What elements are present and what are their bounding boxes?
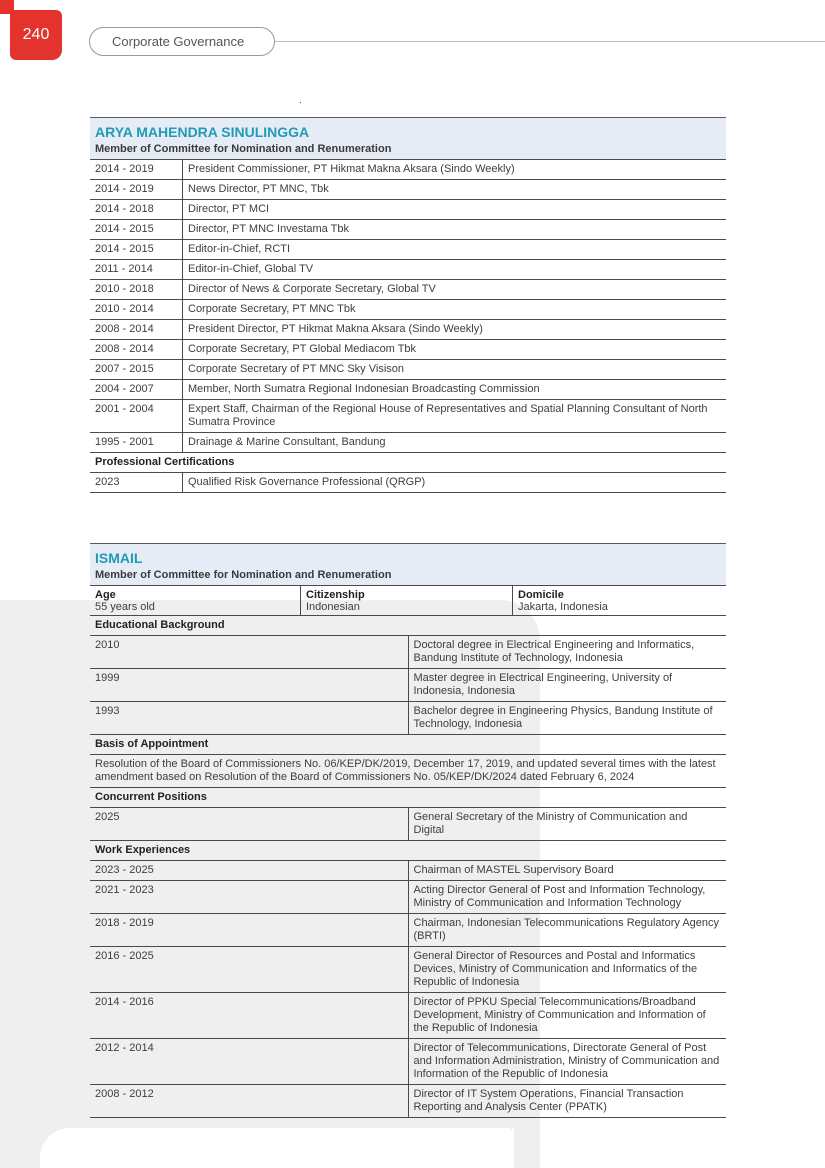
page-number-badge: 240 [10, 10, 62, 60]
table-row [90, 320, 726, 340]
row-description: Director of PPKU Special Telecommunications/Broadband Development, Ministry of Communication and Information of the Republic of Indonesia [408, 993, 726, 1039]
domicile-value: Jakarta, Indonesia [518, 601, 608, 613]
row-description: Corporate Secretary, PT MNC Tbk [183, 300, 727, 320]
row-years: 2014 - 2015 [90, 220, 183, 240]
row-description: Qualified Risk Governance Professional (QRGP) [183, 473, 727, 493]
row-description: Drainage & Marine Consultant, Bandung [183, 433, 727, 453]
row-description: Editor-in-Chief, Global TV [183, 260, 727, 280]
row-description: Chairman of MASTEL Supervisory Board [408, 861, 726, 881]
background-cutout [40, 1128, 510, 1168]
row-description: Editor-in-Chief, RCTI [183, 240, 727, 260]
table-row [90, 914, 726, 947]
citizenship-value: Indonesian [306, 601, 360, 613]
work-heading: Work Experiences [90, 841, 726, 861]
row-years: 2023 - 2025 [90, 861, 408, 881]
row-description: Acting Director General of Post and Information Technology, Ministry of Communication and Information Technology [408, 881, 726, 914]
concurrent-heading: Concurrent Positions [90, 788, 726, 808]
row-description: Bachelor degree in Engineering Physics, Bandung Institute of Technology, Indonesia [408, 702, 726, 735]
row-years: 2016 - 2025 [90, 947, 408, 993]
profile-header [90, 543, 726, 586]
row-description: Member, North Sumatra Regional Indonesian Broadcasting Commission [183, 380, 727, 400]
table-row [90, 200, 726, 220]
profile-role: Member of Committee for Nomination and Renumeration [95, 569, 392, 581]
citizenship-cell [301, 586, 513, 616]
table-row [90, 220, 726, 240]
age-cell [90, 586, 301, 616]
section-title: Corporate Governance [89, 27, 275, 56]
table-row [90, 433, 726, 453]
table-row [90, 636, 726, 669]
personal-info-table [90, 586, 726, 616]
education-heading: Educational Background [90, 616, 726, 636]
row-description: Director of IT System Operations, Financial Transaction Reporting and Analysis Center (PPATK) [408, 1085, 726, 1118]
row-years: 2014 - 2019 [90, 180, 183, 200]
table-row [90, 881, 726, 914]
row-years: 1999 [90, 669, 408, 702]
row-years: 2023 [90, 473, 183, 493]
profile-arya [90, 117, 726, 493]
table-row [90, 1085, 726, 1118]
row-description: Corporate Secretary, PT Global Mediacom Tbk [183, 340, 727, 360]
age-value: 55 years old [95, 601, 155, 613]
table-row [90, 861, 726, 881]
row-years: 2010 - 2014 [90, 300, 183, 320]
row-description: Director of Telecommunications, Directorate General of Post and Information Administration, Ministry of Communication and Information of the Republic of Indonesia [408, 1039, 726, 1085]
table-row [90, 280, 726, 300]
row-years: 2014 - 2015 [90, 240, 183, 260]
citizenship-label: Citizenship [306, 589, 365, 601]
profile-name: ISMAIL [95, 550, 143, 566]
row-description: General Secretary of the Ministry of Communication and Digital [408, 808, 726, 841]
profile-ismail [90, 543, 726, 1118]
row-years: 2021 - 2023 [90, 881, 408, 914]
table-row [90, 947, 726, 993]
row-description: Expert Staff, Chairman of the Regional House of Representatives and Spatial Planning Consultant of North Sumatra Province [183, 400, 727, 433]
work-experience-table [90, 160, 726, 493]
row-years: 2004 - 2007 [90, 380, 183, 400]
table-row [90, 1039, 726, 1085]
row-description: Director, PT MNC Investama Tbk [183, 220, 727, 240]
domicile-cell [513, 586, 727, 616]
row-description: General Director of Resources and Postal and Informatics Devices, Ministry of Communication and Informatics of the Republic of Indonesia [408, 947, 726, 993]
table-row [90, 240, 726, 260]
row-description: President Director, PT Hikmat Makna Aksara (Sindo Weekly) [183, 320, 727, 340]
row-description: Director of News & Corporate Secretary, Global TV [183, 280, 727, 300]
table-row [90, 160, 726, 180]
row-years: 2025 [90, 808, 408, 841]
row-years: 2012 - 2014 [90, 1039, 408, 1085]
background-table [90, 616, 726, 1118]
row-years: 2007 - 2015 [90, 360, 183, 380]
stray-dot [300, 102, 301, 103]
certifications-heading: Professional Certifications [90, 453, 726, 473]
appointment-heading: Basis of Appointment [90, 735, 726, 755]
row-years: 2001 - 2004 [90, 400, 183, 433]
background-cutout-corner [480, 1126, 514, 1168]
table-row [90, 380, 726, 400]
row-years: 2014 - 2019 [90, 160, 183, 180]
row-years: 2008 - 2012 [90, 1085, 408, 1118]
row-years: 2008 - 2014 [90, 320, 183, 340]
table-row [90, 360, 726, 380]
domicile-label: Domicile [518, 589, 564, 601]
table-row [90, 300, 726, 320]
table-row [90, 180, 726, 200]
row-description: News Director, PT MNC, Tbk [183, 180, 727, 200]
row-description: President Commissioner, PT Hikmat Makna Aksara (Sindo Weekly) [183, 160, 727, 180]
row-years: 2008 - 2014 [90, 340, 183, 360]
table-row [90, 808, 726, 841]
row-years: 2014 - 2018 [90, 200, 183, 220]
table-row [90, 260, 726, 280]
row-years: 2010 - 2018 [90, 280, 183, 300]
row-description: Director, PT MCI [183, 200, 727, 220]
row-years: 1995 - 2001 [90, 433, 183, 453]
row-years: 2018 - 2019 [90, 914, 408, 947]
table-row [90, 340, 726, 360]
appointment-text: Resolution of the Board of Commissioners No. 06/KEP/DK/2019, December 17, 2019, and updated several times with the latest amendment based on Resolution of the Board of Commissioners No. 05/KEP/DK/2024 dated February 6, 2024 [90, 755, 726, 788]
table-row [90, 993, 726, 1039]
row-years: 2010 [90, 636, 408, 669]
row-description: Chairman, Indonesian Telecommunications Regulatory Agency (BRTI) [408, 914, 726, 947]
row-description: Corporate Secretary of PT MNC Sky Visison [183, 360, 727, 380]
profile-role: Member of Committee for Nomination and Renumeration [95, 143, 392, 155]
table-row [90, 400, 726, 433]
row-years: 1993 [90, 702, 408, 735]
header-rule [274, 41, 825, 42]
row-description: Doctoral degree in Electrical Engineering and Informatics, Bandung Institute of Technology, Indonesia [408, 636, 726, 669]
row-years: 2014 - 2016 [90, 993, 408, 1039]
table-row [90, 473, 726, 493]
profile-name: ARYA MAHENDRA SINULINGGA [95, 124, 310, 140]
row-years: 2011 - 2014 [90, 260, 183, 280]
profile-header [90, 117, 726, 160]
age-label: Age [95, 589, 116, 601]
table-row [90, 702, 726, 735]
row-description: Master degree in Electrical Engineering, University of Indonesia, Indonesia [408, 669, 726, 702]
table-row [90, 669, 726, 702]
